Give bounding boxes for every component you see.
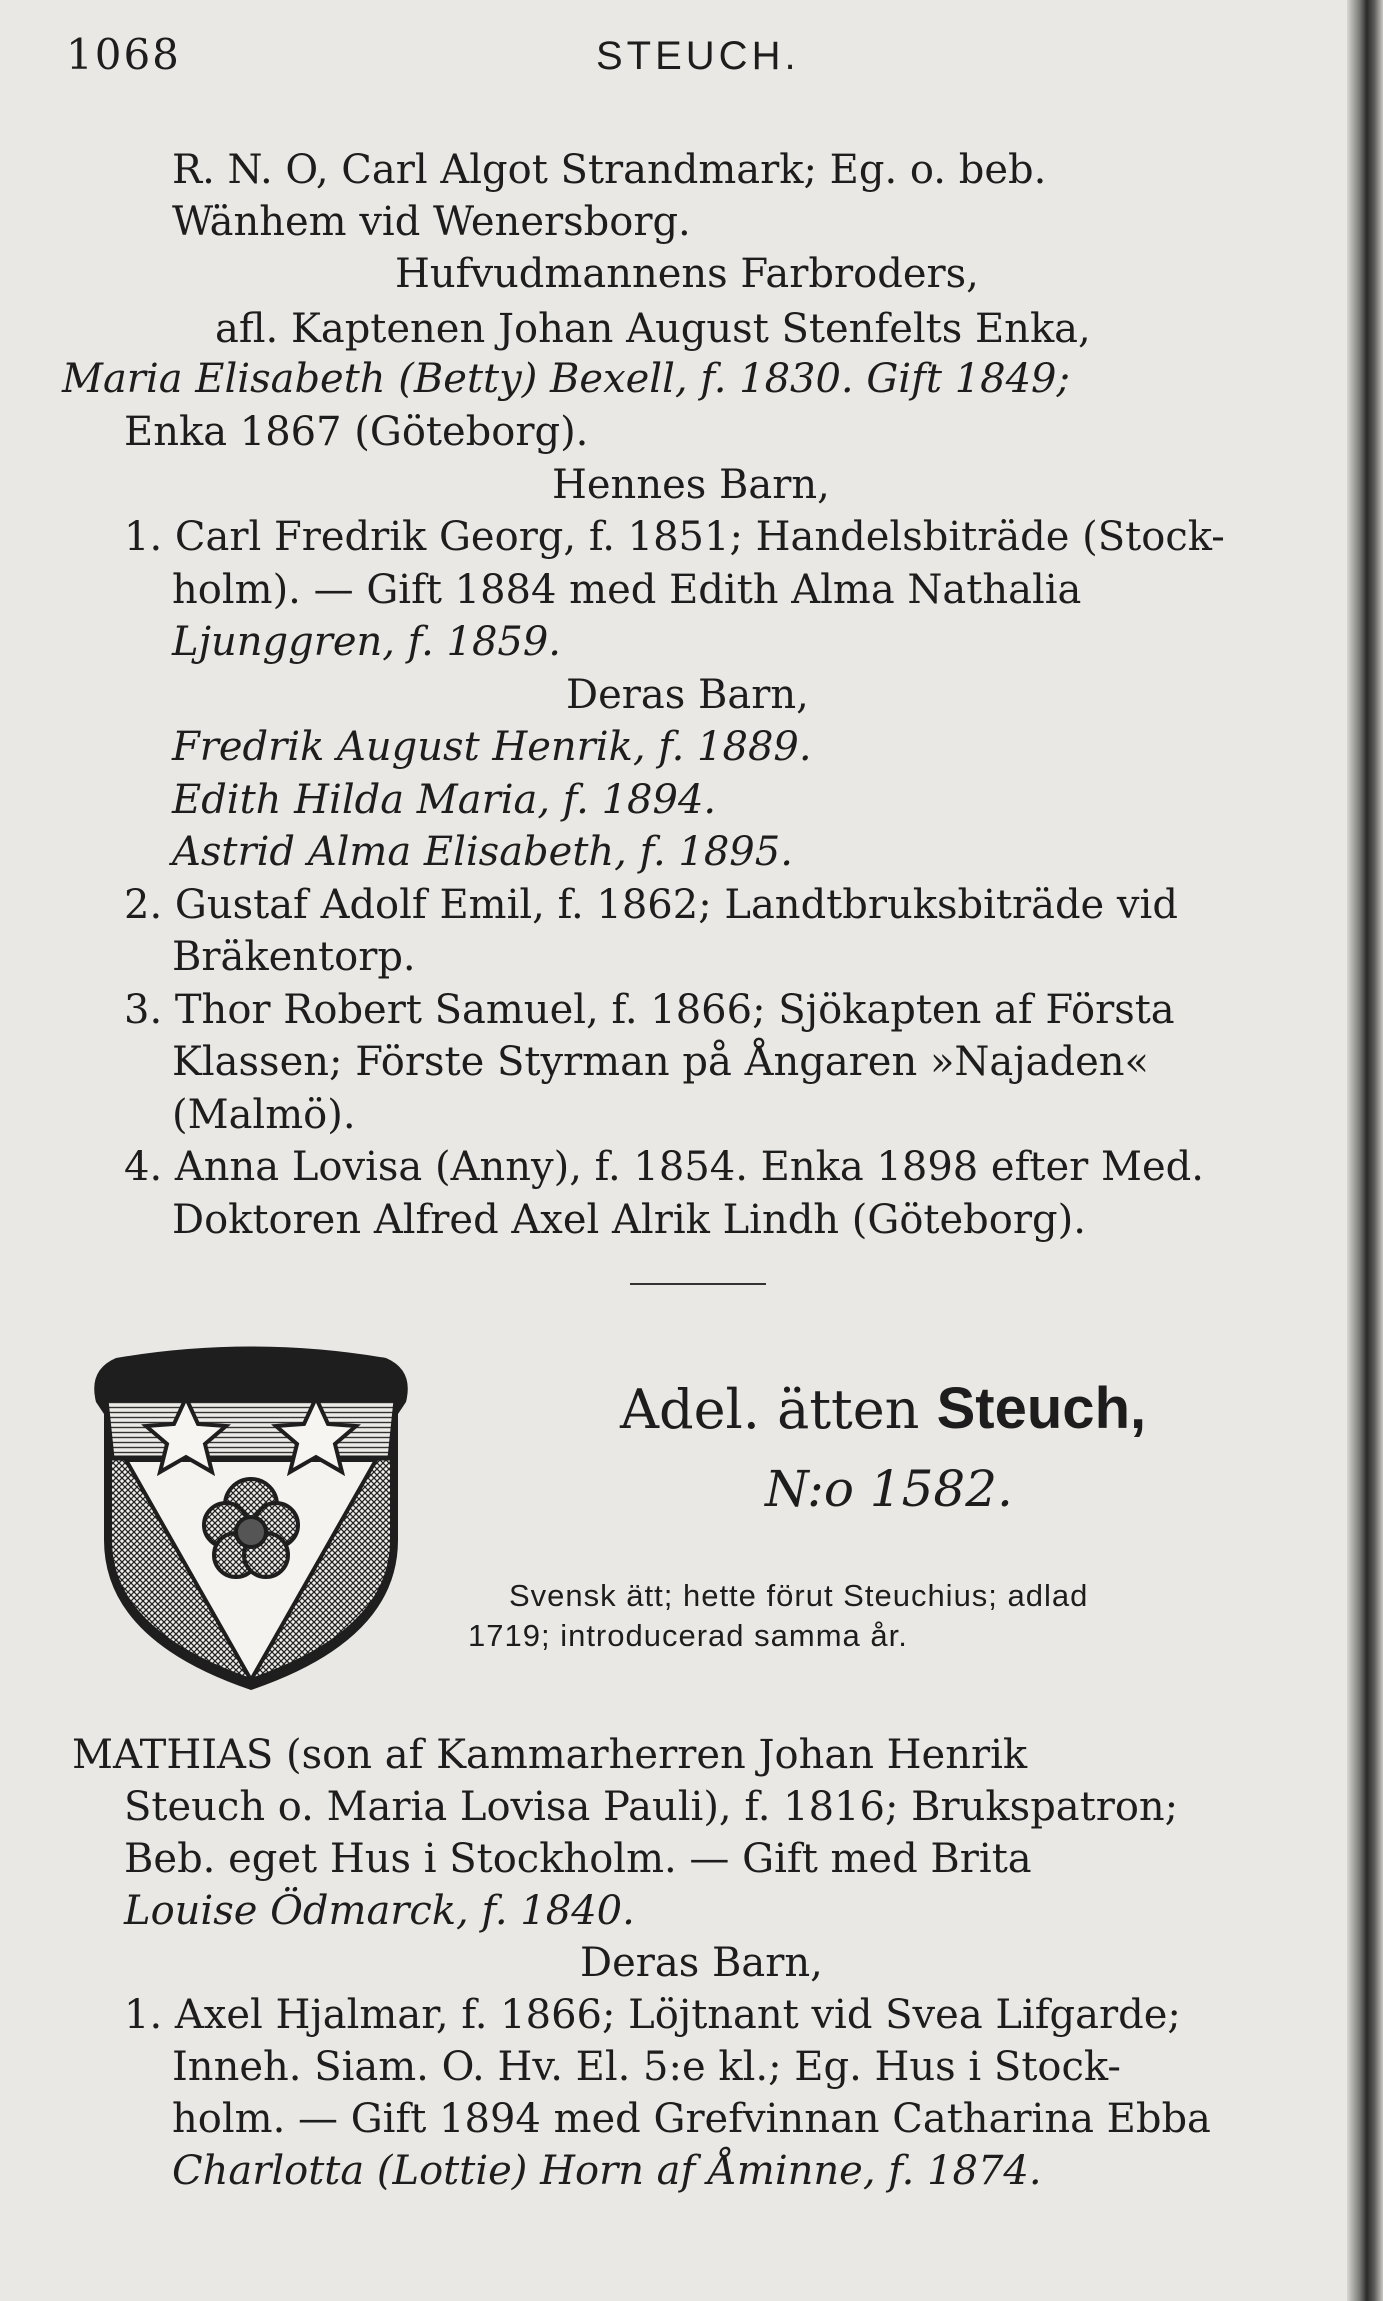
page-edge	[1347, 0, 1383, 2301]
subheading: Hennes Barn,	[552, 462, 830, 508]
family-description: Svensk ätt; hette förut Steuchius; adlad	[509, 1578, 1089, 1613]
text-line: Hufvudmannens Farbroders,	[395, 251, 979, 297]
list-item: Astrid Alma Elisabeth, f. 1895.	[172, 829, 793, 875]
subheading: Deras Barn,	[580, 1940, 823, 1986]
list-item: 1. Carl Fredrik Georg, f. 1851; Handelsbiträde (Stock-	[124, 514, 1225, 560]
text-line: afl. Kaptenen Johan August Stenfelts Enka,	[215, 306, 1091, 352]
text-line: R. N. O, Carl Algot Strandmark; Eg. o. beb.	[172, 147, 1047, 193]
family-name: Steuch,	[936, 1376, 1147, 1441]
page-header	[66, 30, 1323, 90]
text-line: Ljunggren, f. 1859.	[172, 619, 562, 665]
text-line: (Malmö).	[172, 1092, 356, 1138]
list-item: 2. Gustaf Adolf Emil, f. 1862; Landtbruksbiträde vid	[124, 882, 1178, 928]
family-heading: Adel. ätten Steuch,	[620, 1376, 1147, 1441]
family-number: N:o 1582.	[765, 1460, 1013, 1518]
list-item: 1. Axel Hjalmar, f. 1866; Löjtnant vid Svea Lifgarde;	[124, 1992, 1181, 2038]
text-line: MATHIAS (son af Kammarherren Johan Henrik	[72, 1732, 1028, 1778]
text-line: holm). — Gift 1884 med Edith Alma Nathalia	[172, 567, 1082, 613]
list-item: Fredrik August Henrik, f. 1889.	[172, 724, 812, 770]
subheading: Deras Barn,	[566, 672, 809, 718]
page-number: 1068	[66, 30, 181, 79]
text-line: Klassen; Förste Styrman på Ångaren »Najaden«	[172, 1039, 1150, 1085]
list-item: 3. Thor Robert Samuel, f. 1866; Sjökapten af Första	[124, 987, 1175, 1033]
text-line: Charlotta (Lottie) Horn af Åminne, f. 1874.	[172, 2148, 1042, 2194]
coat-of-arms-icon	[86, 1340, 416, 1700]
family-description: 1719; introducerad samma år.	[468, 1618, 908, 1653]
text-line: Wänhem vid Wenersborg.	[172, 199, 691, 245]
text-line: Maria Elisabeth (Betty) Bexell, f. 1830. Gift 1849;	[62, 356, 1070, 402]
text-line: Beb. eget Hus i Stockholm. — Gift med Brita	[124, 1836, 1032, 1882]
text-line: Enka 1867 (Göteborg).	[124, 409, 589, 455]
text-line: Bräkentorp.	[172, 934, 416, 980]
list-item: 4. Anna Lovisa (Anny), f. 1854. Enka 1898 efter Med.	[124, 1144, 1204, 1190]
text-line: holm. — Gift 1894 med Grefvinnan Catharina Ebba	[172, 2096, 1211, 2142]
text-line: Steuch o. Maria Lovisa Pauli), f. 1816; Brukspatron;	[124, 1784, 1179, 1830]
list-item: Edith Hilda Maria, f. 1894.	[172, 777, 717, 823]
separator-rule	[630, 1283, 766, 1285]
text-line: Inneh. Siam. O. Hv. El. 5:e kl.; Eg. Hus i Stock-	[172, 2044, 1121, 2090]
text-line: Doktoren Alfred Axel Alrik Lindh (Göteborg).	[172, 1197, 1086, 1243]
text-line: Louise Ödmarck, f. 1840.	[124, 1888, 635, 1934]
running-title: STEUCH.	[596, 34, 800, 78]
